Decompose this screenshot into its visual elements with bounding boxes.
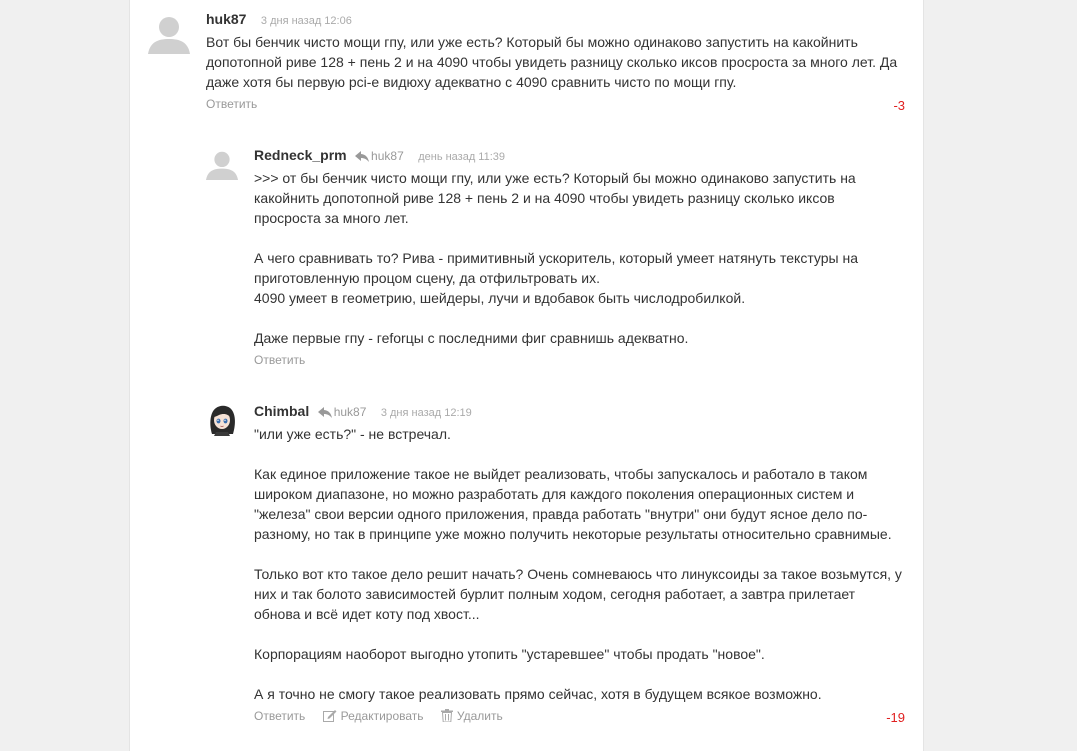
delete-label: Удалить [456, 709, 503, 723]
delete-button[interactable] [441, 706, 503, 726]
comment-author[interactable]: huk87 [206, 11, 247, 27]
comment-actions [206, 94, 905, 114]
reply-button[interactable]: Ответить [254, 709, 306, 723]
comment-author[interactable]: Chimbal [254, 403, 310, 419]
reply-to-name: huk87 [333, 405, 367, 419]
comment-rating: -3 [893, 98, 905, 113]
reply-to-link[interactable] [318, 405, 367, 419]
reply-arrow-icon [318, 407, 332, 418]
edit-button[interactable] [323, 706, 424, 726]
default-avatar-icon[interactable] [148, 12, 190, 54]
anime-avatar-icon[interactable] [206, 404, 238, 436]
comment-actions [254, 706, 905, 726]
comment-text: >>> от бы бенчик чисто мощи гпу, или уже есть? Который бы можно одинаково запустить на какойнить допотопной риве 128 + пень 2 и на 4090 чтобы увидеть разницу сколько иксов просроста за много лет. А чего сравнивать то? Рива - примитивный ускоритель, который умеет натянуть текстуры на приготовленную процом сцену, да отфильтровать их. 4090 умеет в геометрию, шейдеры, лучи и вдобавок быть числодробилкой. Даже первые гпу - геforцы с последними фиг сравнишь адекватно. [254, 170, 858, 346]
comments-panel [129, 0, 924, 751]
comment-header [254, 402, 905, 420]
reply-button[interactable]: Ответить [254, 353, 306, 367]
comment-author[interactable]: Redneck_prm [254, 147, 347, 163]
comment-header [254, 146, 905, 164]
comment-body [254, 146, 905, 370]
comment-date[interactable]: день назад 11:39 [418, 151, 506, 163]
comment-rating: -19 [886, 710, 905, 725]
comment-date[interactable]: 3 дня назад 12:19 [380, 407, 472, 419]
comment-actions [254, 350, 905, 370]
comment-text: "или уже есть?" - не встречал. Как единое приложение такое не выйдет реализовать, чтобы запускалось и работало в таком широком диапазоне, но можно разработать для каждого поколения операционных систем и "железа" свои версии одного приложения, правда работать "внутри" они будут ясное дело по-разному, но так в принципе уже можно получить некоторые результаты относительно сравнимые. Только вот кто такое дело решит начать? Очень сомневаюсь что линуксоиды за такое возьмутся, у них и так болото зависимостей бурлит полным ходом, сегодня работает, а завтра прилетает обнова и всё идет коту под хвост... Корпорациям наоборот выгодно утопить "устаревшее" чтобы продать "новое". А я точно не смогу такое реализовать прямо сейчас, хотя в будущем всякое возможно. [254, 426, 902, 702]
comment-text: Вот бы бенчик чисто мощи гпу, или уже есть? Который бы можно одинаково запустить на какойнить допотопной риве 128 + пень 2 и на 4090 чтобы увидеть разницу сколько иксов просроста за много лет. Да даже хотя бы первую pci-e видюху адекватно с 4090 сравнить чисто по мощи гпу. [206, 34, 898, 90]
comment-body [254, 402, 905, 726]
comment-date[interactable]: 3 дня назад 12:06 [260, 15, 352, 27]
comment-header [206, 10, 905, 28]
reply-to-name: huk87 [371, 149, 404, 163]
reply-arrow-icon [355, 151, 369, 162]
trash-icon [441, 709, 453, 722]
edit-label: Редактировать [340, 709, 424, 723]
reply-button[interactable]: Ответить [206, 97, 258, 111]
reply-to-link[interactable] [355, 149, 404, 163]
comment-body [206, 10, 905, 114]
default-avatar-icon[interactable] [206, 148, 238, 180]
edit-icon [323, 709, 337, 722]
